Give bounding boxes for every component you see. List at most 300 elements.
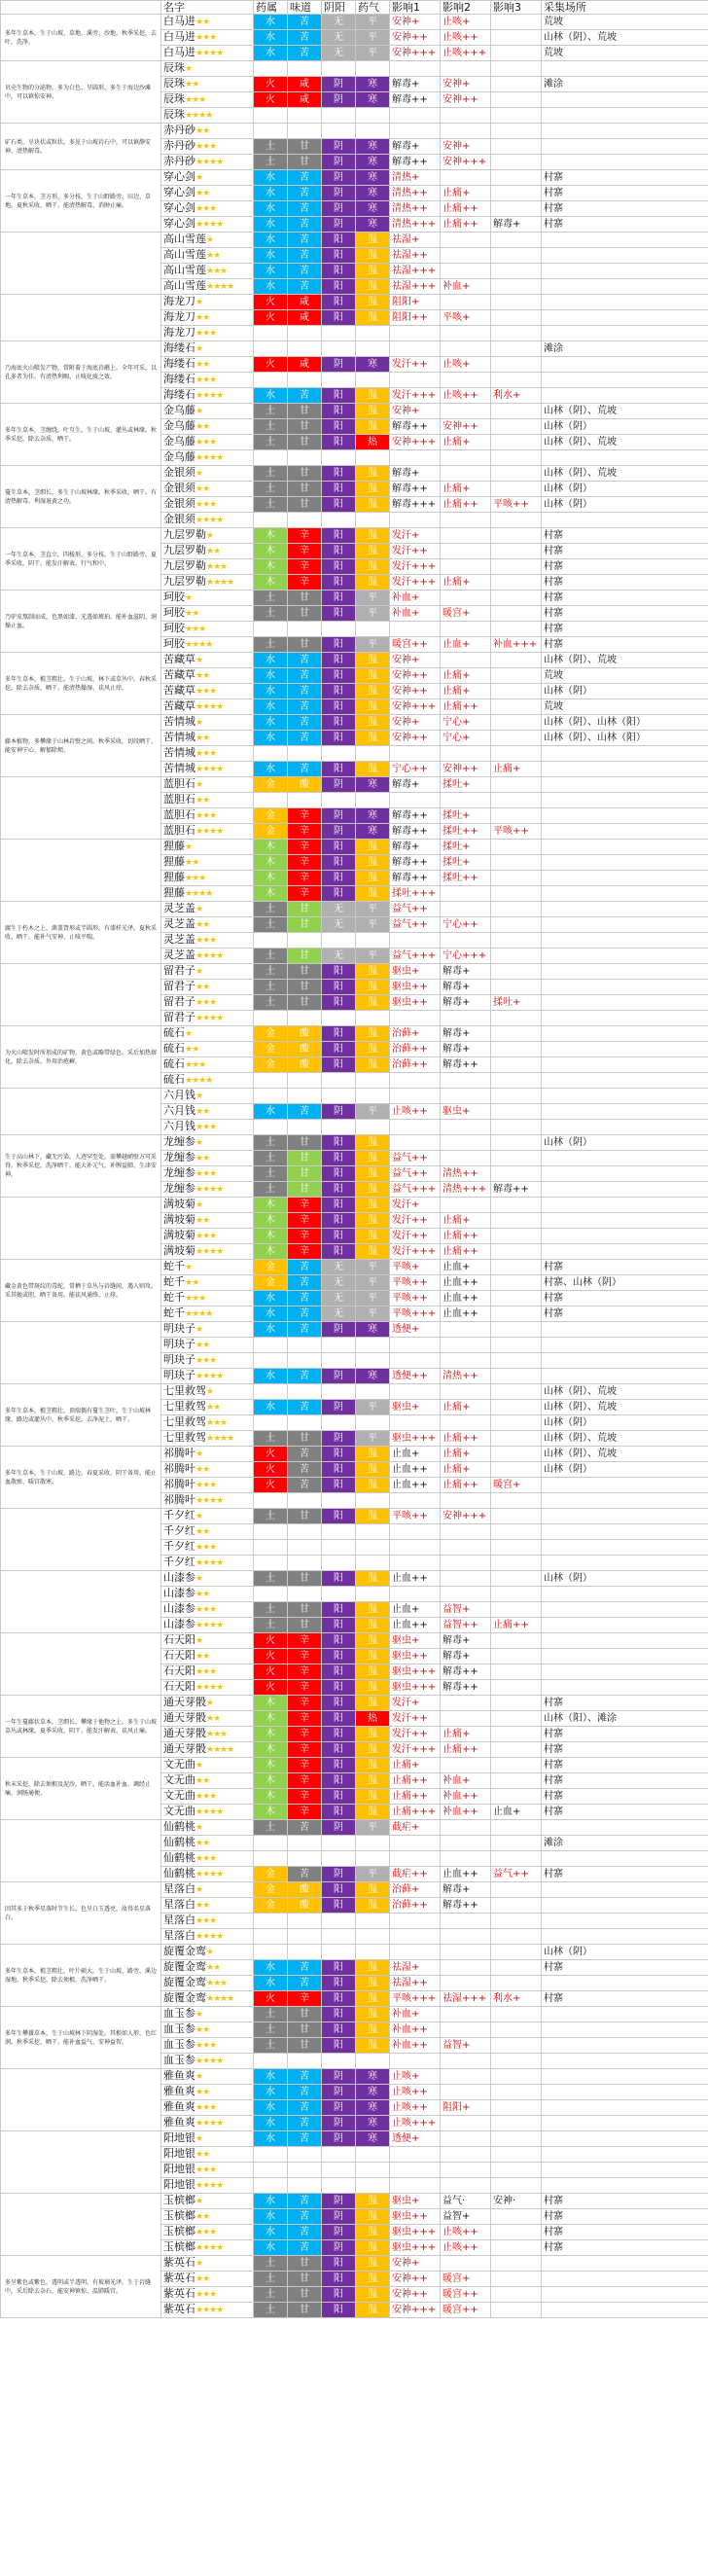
herb-yinyang: [322, 1587, 356, 1602]
herb-effect-1: [390, 793, 441, 808]
herb-effect-1: 补血+: [390, 606, 441, 622]
herb-name: 蛇千: [163, 1306, 185, 1319]
herb-qi: 温: [356, 295, 390, 310]
herb-taste: 酸: [288, 1026, 322, 1042]
herb-name-cell: [161, 388, 254, 404]
herb-qi: 温: [356, 871, 390, 886]
herb-taste: 甘: [288, 1166, 322, 1182]
herb-effect-3: [491, 668, 542, 684]
herb-yinyang: 阳: [322, 1462, 356, 1478]
herb-effect-1: 治藓+: [390, 1026, 441, 1042]
herb-yinyang: 阳: [322, 1166, 356, 1182]
star-rating-icon: ★: [185, 593, 193, 603]
herb-effect-3: [491, 871, 542, 886]
herb-effect-1: 安神++: [390, 2287, 441, 2303]
herb-qi: 温: [356, 1976, 390, 1991]
herb-effect-2: 止痛++: [441, 1742, 491, 1758]
herb-name: 通天芽骰: [163, 1696, 206, 1708]
herb-taste: 酸: [288, 777, 322, 793]
herb-name: 狸藤: [163, 871, 185, 883]
herb-qi: 温: [356, 1805, 390, 1820]
header-location: 采集场所: [542, 1, 708, 15]
herb-qi: [356, 1120, 390, 1135]
herb-taste: 苦: [288, 668, 322, 684]
herb-yinyang: [322, 1540, 356, 1556]
header-attr3: 阴阳: [322, 1, 356, 15]
herb-description: 多年生草本，茎缠绕，叶互生。生于山坡、灌丛或林缘。秋季采挖，除去杂质，晒干。: [1, 404, 161, 466]
herb-effect-1: 平咳+++: [390, 1306, 441, 1322]
table-row: [1, 341, 708, 357]
collection-location: [542, 1353, 708, 1369]
herb-description: [1, 964, 161, 1026]
herb-qi: 寒: [356, 808, 390, 824]
herb-name-cell: [161, 326, 254, 341]
herb-effect-2: [441, 793, 491, 808]
collection-location: [542, 1820, 708, 1836]
herb-qi: 温: [356, 1462, 390, 1478]
herb-name: 苦情城: [163, 762, 195, 774]
herb-taste: [288, 1089, 322, 1104]
herb-effect-1: 解毒++: [390, 808, 441, 824]
herb-qi: 温: [356, 528, 390, 544]
herb-yinyang: 阳: [322, 1057, 356, 1073]
herb-name: 玉槟榔: [163, 2194, 195, 2206]
star-rating-icon: ★: [195, 656, 203, 665]
herb-taste: 苦: [288, 201, 322, 217]
herb-yinyang: 阳: [322, 1571, 356, 1587]
collection-location: [542, 1509, 708, 1524]
star-rating-icon: ★: [195, 1200, 203, 1210]
herb-taste: 苦: [288, 715, 322, 731]
herb-qi: 温: [356, 1618, 390, 1633]
herb-qi: 温: [356, 1151, 390, 1166]
herb-effect-3: [491, 1571, 542, 1587]
herb-name: 金乌藤: [163, 419, 195, 432]
herb-name-cell: [161, 466, 254, 482]
herb-qi: 热: [356, 1711, 390, 1727]
herb-effect-2: [441, 404, 491, 419]
herb-name-cell: [161, 606, 254, 622]
herb-name-cell: [161, 1011, 254, 1026]
herb-name-cell: [161, 1182, 254, 1198]
herb-yinyang: 阴: [322, 155, 356, 170]
herb-name: 旋覆金鸾: [163, 1945, 206, 1957]
herb-element: 水: [254, 1322, 288, 1338]
herb-taste: [288, 622, 322, 637]
herb-effect-1: 治藓++: [390, 1057, 441, 1073]
herb-effect-2: [441, 124, 491, 139]
herb-taste: 苦: [288, 2085, 322, 2100]
star-rating-icon: ★★: [195, 422, 210, 432]
herb-effect-1: 益气++: [390, 902, 441, 917]
herb-name-cell: [161, 1914, 254, 1929]
herb-effect-3: [491, 1057, 542, 1073]
herb-effect-3: [491, 808, 542, 824]
herb-qi: 寒: [356, 186, 390, 201]
herb-effect-1: 祛湿+: [390, 1960, 441, 1976]
herb-effect-3: [491, 513, 542, 528]
herb-effect-1: 止咳++: [390, 2085, 441, 2100]
herb-element: 火: [254, 1462, 288, 1478]
herb-taste: [288, 2147, 322, 2163]
herb-effect-1: 驱虫++: [390, 2209, 441, 2225]
herb-element: 水: [254, 731, 288, 746]
collection-location: 山林（阴）: [542, 684, 708, 699]
herb-effect-3: 止痛+: [491, 762, 542, 777]
herb-element: 土: [254, 606, 288, 622]
herb-effect-1: [390, 1493, 441, 1509]
herb-effect-3: [491, 855, 542, 871]
herb-effect-3: [491, 2038, 542, 2054]
herb-effect-2: [441, 1820, 491, 1836]
collection-location: 滩涂: [542, 77, 708, 92]
herb-qi: 温: [356, 1898, 390, 1914]
star-rating-icon: ★★: [195, 671, 210, 681]
herb-qi: 平: [356, 1306, 390, 1322]
herb-yinyang: 阴: [322, 824, 356, 840]
herb-effect-2: 暖宫+: [441, 606, 491, 622]
herb-name: 雅鱼爽: [163, 2085, 195, 2097]
herb-taste: 苦: [288, 388, 322, 404]
collection-location: [542, 1369, 708, 1384]
herb-yinyang: [322, 1073, 356, 1089]
star-rating-icon: ★: [185, 1029, 193, 1039]
herb-name: 仙鹤桃: [163, 1851, 195, 1864]
herb-name: 留君子: [163, 964, 195, 977]
herb-name-cell: [161, 793, 254, 808]
herb-qi: 温: [356, 1696, 390, 1711]
herb-yinyang: 无: [322, 15, 356, 30]
herb-yinyang: 阳: [322, 2256, 356, 2272]
herb-qi: [356, 1493, 390, 1509]
herb-taste: 辛: [288, 1633, 322, 1649]
herb-name: 辰珠: [163, 61, 185, 74]
herb-effect-3: [491, 948, 542, 964]
herb-taste: 甘: [288, 2303, 322, 2318]
herb-element: 土: [254, 948, 288, 964]
herb-element: [254, 1929, 288, 1945]
collection-location: 村寨: [542, 1727, 708, 1742]
herb-name-cell: [161, 2209, 254, 2225]
collection-location: 村寨: [542, 622, 708, 637]
star-rating-icon: ★★★: [185, 874, 206, 883]
herb-effect-1: 治藓++: [390, 1042, 441, 1057]
herb-yinyang: 阳: [322, 1789, 356, 1805]
herb-effect-1: 止血++: [390, 1462, 441, 1478]
herb-name: 灵芝盖: [163, 917, 195, 930]
herb-name: 珂胶: [163, 590, 185, 603]
herb-qi: 温: [356, 497, 390, 513]
collection-location: 村寨: [542, 637, 708, 653]
herb-name-cell: [161, 1664, 254, 1680]
herb-qi: [356, 1338, 390, 1353]
herb-effect-2: 止痛+: [441, 1447, 491, 1462]
herb-taste: 辛: [288, 1773, 322, 1789]
herb-taste: 甘: [288, 1618, 322, 1633]
herb-name-cell: [161, 2303, 254, 2318]
herb-effect-1: 治藓+: [390, 1882, 441, 1898]
herb-description: [1, 2194, 161, 2256]
herb-element: 土: [254, 1135, 288, 1151]
herb-name: 玉槟榔: [163, 2225, 195, 2237]
collection-location: [542, 2116, 708, 2131]
herb-effect-1: [390, 746, 441, 762]
collection-location: [542, 2303, 708, 2318]
collection-location: 山林（阴）: [542, 1945, 708, 1960]
herb-effect-3: [491, 2007, 542, 2022]
collection-location: [542, 61, 708, 77]
herb-qi: [356, 1587, 390, 1602]
herb-effect-3: [491, 1151, 542, 1166]
herb-effect-2: [441, 233, 491, 248]
header-name: 名字: [161, 1, 254, 15]
herb-qi: [356, 1384, 390, 1400]
herb-effect-3: [491, 902, 542, 917]
herb-effect-3: [491, 590, 542, 606]
herb-taste: 苦: [288, 653, 322, 668]
herb-taste: [288, 1493, 322, 1509]
herb-effect-1: 安神+: [390, 715, 441, 731]
herb-name-cell: [161, 2147, 254, 2163]
collection-location: [542, 1166, 708, 1182]
collection-location: [542, 2038, 708, 2054]
herb-element: 木: [254, 1711, 288, 1727]
herb-yinyang: 阳: [322, 404, 356, 419]
herb-taste: 甘: [288, 980, 322, 995]
herb-effect-1: 发汗+: [390, 1198, 441, 1213]
herb-effect-2: [441, 622, 491, 637]
collection-location: 村寨: [542, 1291, 708, 1306]
herb-element: 水: [254, 668, 288, 684]
herb-effect-3: [491, 840, 542, 855]
herb-qi: 温: [356, 731, 390, 746]
herb-effect-3: [491, 1369, 542, 1384]
herb-name: 六月钱: [163, 1089, 195, 1101]
herb-name-cell: [161, 15, 254, 30]
herb-name-cell: [161, 1198, 254, 1213]
herb-name-cell: [161, 746, 254, 762]
herb-name: 千夕红: [163, 1524, 195, 1537]
herb-element: 土: [254, 466, 288, 482]
header-attr4: 药气: [356, 1, 390, 15]
herb-name: 明玦子: [163, 1338, 195, 1350]
herb-effect-1: 解毒++: [390, 155, 441, 170]
herb-name: 硫石: [163, 1057, 185, 1070]
herb-effect-3: [491, 2054, 542, 2069]
herb-name: 金银须: [163, 482, 195, 494]
herb-name: 金银须: [163, 466, 195, 479]
herb-taste: 苦: [288, 1960, 322, 1976]
herb-taste: 酸: [288, 1882, 322, 1898]
collection-location: [542, 2131, 708, 2147]
herb-name-cell: [161, 170, 254, 186]
star-rating-icon: ★★★: [195, 998, 217, 1008]
herb-element: 火: [254, 310, 288, 326]
herb-name-cell: [161, 948, 254, 964]
star-rating-icon: ★★★★: [195, 1621, 224, 1630]
star-rating-icon: ★★★: [185, 1060, 206, 1070]
herb-effect-3: [491, 886, 542, 902]
herb-effect-1: [390, 1089, 441, 1104]
herb-effect-3: [491, 435, 542, 450]
herb-effect-1: [390, 1073, 441, 1089]
herb-qi: 温: [356, 404, 390, 419]
herb-name: 血玉参: [163, 2007, 195, 2020]
star-rating-icon: ★★★: [195, 1854, 217, 1864]
herb-effect-1: 清热++: [390, 201, 441, 217]
herb-description: [1, 1198, 161, 1260]
herb-name-cell: [161, 1602, 254, 1618]
star-rating-icon: ★: [195, 2010, 203, 2020]
herb-taste: 甘: [288, 1602, 322, 1618]
herb-name-cell: [161, 762, 254, 777]
herb-effect-2: 止血+: [441, 637, 491, 653]
star-rating-icon: ★★: [206, 251, 221, 261]
collection-location: [542, 1851, 708, 1867]
herb-effect-3: [491, 1540, 542, 1556]
herb-yinyang: 阳: [322, 684, 356, 699]
herb-element: 土: [254, 1571, 288, 1587]
herb-taste: [288, 1338, 322, 1353]
herb-name-cell: [161, 2131, 254, 2147]
herb-effect-1: 安神+++: [390, 699, 441, 715]
star-rating-icon: ★: [195, 1885, 203, 1895]
star-rating-icon: ★★★★: [206, 578, 234, 588]
herb-element: 土: [254, 482, 288, 497]
herb-element: [254, 2147, 288, 2163]
herb-name-cell: [161, 2256, 254, 2272]
herb-name: 蛇千: [163, 1275, 185, 1288]
herb-name-cell: [161, 92, 254, 108]
herb-effect-2: [441, 2256, 491, 2272]
herb-qi: 温: [356, 1680, 390, 1696]
herb-effect-1: 益气++: [390, 1151, 441, 1166]
star-rating-icon: ★★★★: [195, 1558, 224, 1568]
collection-location: [542, 824, 708, 840]
herb-name: 星落白: [163, 1898, 195, 1911]
herb-taste: 苦: [288, 264, 322, 279]
herb-effect-2: [441, 1929, 491, 1945]
herb-effect-3: [491, 2287, 542, 2303]
herb-taste: 辛: [288, 1789, 322, 1805]
herb-taste: 甘: [288, 948, 322, 964]
herb-yinyang: 阳: [322, 1229, 356, 1244]
star-rating-icon: ★★: [195, 2212, 210, 2222]
herb-yinyang: 阳: [322, 295, 356, 310]
herb-effect-1: 安神+: [390, 15, 441, 30]
star-rating-icon: ★★★: [206, 1979, 228, 1988]
herb-yinyang: 阴: [322, 777, 356, 793]
collection-location: 村寨: [542, 1260, 708, 1275]
herb-name: 穿心剑: [163, 186, 195, 198]
collection-location: 山林（阴）、荒坡: [542, 404, 708, 419]
herb-yinyang: 阳: [322, 1773, 356, 1789]
herb-name: 千夕红: [163, 1509, 195, 1521]
herb-yinyang: 阴: [322, 2100, 356, 2116]
herb-effect-3: [491, 61, 542, 77]
star-rating-icon: ★★★: [195, 438, 217, 447]
herb-name-cell: [161, 1431, 254, 1447]
herb-taste: 苦: [288, 1976, 322, 1991]
herb-effect-2: 解毒+: [441, 1633, 491, 1649]
herb-element: 土: [254, 1509, 288, 1524]
herb-effect-1: 发汗++: [390, 357, 441, 373]
herb-effect-3: [491, 1696, 542, 1711]
collection-location: [542, 2178, 708, 2194]
table-row: [1, 715, 708, 731]
herb-name: 蛇千: [163, 1260, 185, 1272]
herb-effect-3: [491, 1773, 542, 1789]
herb-name: 狸藤: [163, 886, 185, 899]
herb-description: [1, 1089, 161, 1135]
herb-qi: 平: [356, 1104, 390, 1120]
herb-element: [254, 1493, 288, 1509]
herb-qi: 温: [356, 2303, 390, 2318]
herb-name: 苦藏草: [163, 699, 195, 712]
herb-description: 生于高山林下，藏无污染，人迹罕至处，需攀越峭壁方可采得。秋季采挖，洗净晒干。能大补元气、补脾益肺、生津安神。: [1, 1135, 161, 1198]
herb-element: 土: [254, 590, 288, 606]
herb-effect-2: [441, 2116, 491, 2131]
herb-name: 祁腾叶: [163, 1493, 195, 1506]
herb-effect-3: [491, 1633, 542, 1649]
herb-qi: 寒: [356, 201, 390, 217]
herb-name: 文无曲: [163, 1773, 195, 1786]
herb-effect-2: 解毒++: [441, 1680, 491, 1696]
herb-qi: 热: [356, 435, 390, 450]
herb-qi: 寒: [356, 357, 390, 373]
herb-name-cell: [161, 1353, 254, 1369]
herb-description: [1, 2131, 161, 2194]
herb-name-cell: [161, 1945, 254, 1960]
herb-effect-1: 祛湿+++: [390, 279, 441, 295]
herb-qi: 平: [356, 1867, 390, 1882]
herb-element: [254, 61, 288, 77]
herb-name-cell: [161, 1042, 254, 1057]
herb-yinyang: 阳: [322, 575, 356, 590]
herb-name-cell: [161, 1509, 254, 1524]
herb-effect-2: 止咳+++: [441, 46, 491, 61]
herb-effect-3: [491, 404, 542, 419]
herb-effect-3: [491, 264, 542, 279]
herb-effect-3: [491, 1104, 542, 1120]
herb-name: 七里救驾: [163, 1384, 206, 1397]
collection-location: [542, 762, 708, 777]
star-rating-icon: ★★★★: [195, 2057, 224, 2066]
herb-effect-3: [491, 1026, 542, 1042]
herb-yinyang: [322, 793, 356, 808]
herb-element: 水: [254, 653, 288, 668]
herb-effect-2: 止痛++: [441, 497, 491, 513]
herb-name-cell: [161, 497, 254, 513]
herb-description: 多年生草本，根茎粗壮，叶片硕大。生于山坡、路旁、溪边湿地。秋季采挖，除去须根，洗净晒干。: [1, 1945, 161, 2007]
herb-element: 水: [254, 2100, 288, 2116]
collection-location: 荒坡: [542, 46, 708, 61]
collection-location: 村寨: [542, 1306, 708, 1322]
herb-effect-1: 驱虫+++: [390, 1431, 441, 1447]
herb-taste: 甘: [288, 435, 322, 450]
herb-name-cell: [161, 1696, 254, 1711]
herb-effect-2: [441, 590, 491, 606]
herb-element: 金: [254, 1260, 288, 1275]
star-rating-icon: ★★★★: [185, 1076, 213, 1086]
herb-effect-3: [491, 2163, 542, 2178]
herb-name: 高山雪莲: [163, 248, 206, 261]
herb-name: 灵芝盖: [163, 948, 195, 961]
star-rating-icon: ★★★: [195, 1605, 217, 1615]
herb-taste: 辛: [288, 559, 322, 575]
herb-element: [254, 1089, 288, 1104]
star-rating-icon: ★★★★: [195, 2181, 224, 2191]
